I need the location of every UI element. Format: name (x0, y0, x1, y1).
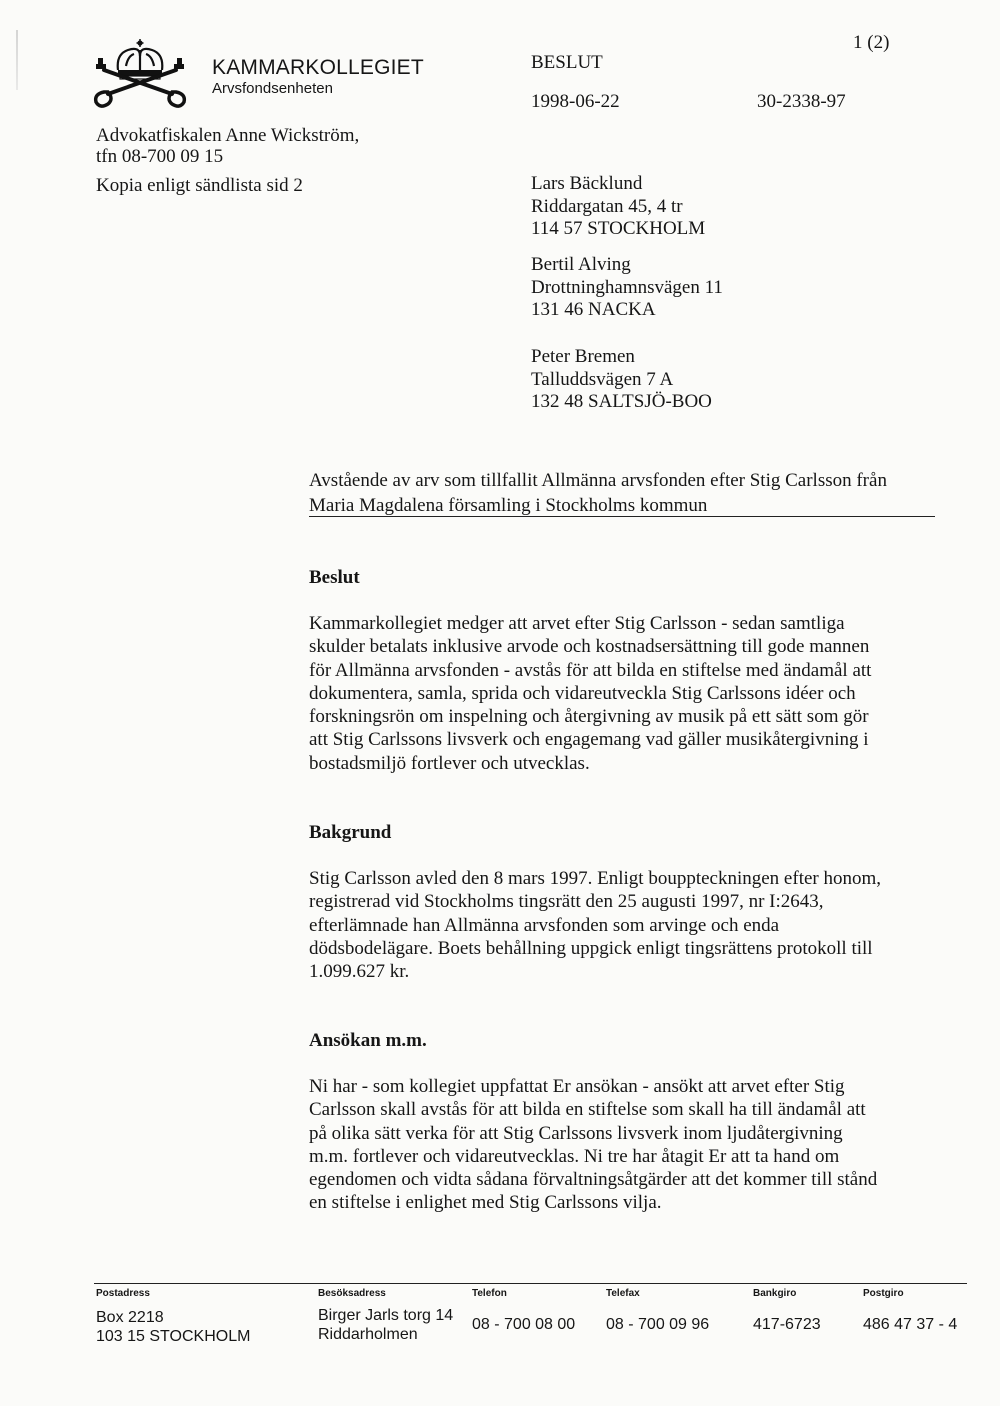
body-line: bostadsmiljö fortlever och utvecklas. (309, 752, 590, 774)
body-line: på olika sätt verka för att Stig Carlssons livsverk inom ljudåtergivning (309, 1122, 843, 1144)
addressee-name: Bertil Alving (531, 254, 631, 275)
addressee-city: 132 48 SALTSJÖ-BOO (531, 391, 712, 412)
body-line: Stig Carlsson avled den 8 mars 1997. Enligt bouppteckningen efter honom, (309, 868, 882, 889)
crown-crossed-keys-emblem (88, 36, 192, 110)
addressee-block (531, 346, 712, 414)
footer-besoksadress-line: Riddarholmen (318, 1326, 418, 1343)
body-line: skulder betalats inklusive arvode och kostnadsersättning till gode mannen (309, 636, 870, 658)
addressee-street: Talluddsvägen 7 A (531, 368, 674, 390)
body-line: en stiftelse i enlighet med Stig Carlssons vilja. (309, 1192, 662, 1214)
page-number: 1 (2) (853, 32, 890, 53)
footer-label-telefon: Telefon (472, 1288, 507, 1299)
body-line: Carlsson skall avstås för att bilda en stiftelse som skall ha till ändamål att (309, 1099, 866, 1121)
addressee-name: Peter Bremen (531, 346, 635, 367)
body-line: m.m. fortlever och vidareutvecklas. Ni tre har åtagit Er att ta hand om (309, 1145, 840, 1167)
footer-postadress (96, 1308, 250, 1346)
footer-label-postgiro: Postgiro (863, 1288, 904, 1299)
body-line: registrerad vid Stockholms tingsrätt den 25 augusti 1997, nr I:2643, (309, 891, 824, 913)
footer-label-bankgiro: Bankgiro (753, 1288, 797, 1299)
section-body-bakgrund (309, 867, 949, 983)
section-heading-ansokan: Ansökan m.m. (309, 1030, 427, 1051)
footer-postadress-line: 103 15 STOCKHOLM (96, 1328, 251, 1345)
scan-artifact (16, 30, 18, 90)
addressee-street: Riddargatan 45, 4 tr (531, 195, 683, 217)
addressee-block (531, 254, 723, 322)
body-line: dokumentera, samla, sprida och vidareutveckla Stig Carlssons idéer och (309, 682, 856, 704)
footer-besoksadress (318, 1306, 453, 1344)
addressee-name: Lars Bäcklund (531, 173, 643, 194)
addressee-block (531, 173, 705, 241)
handler-phone: tfn 08-700 09 15 (96, 146, 224, 167)
footer-bankgiro: 417-6723 (753, 1316, 821, 1333)
body-line: dödsbodelägare. Boets behållning uppgick enligt tingsrättens protokoll till (309, 937, 873, 959)
subject-line: Avstående av arv som tillfallit Allmänna arvsfonden efter Stig Carlsson från (309, 470, 887, 491)
body-line: 1.099.627 kr. (309, 961, 410, 983)
addressee-city: 114 57 STOCKHOLM (531, 218, 706, 239)
body-line: att Stig Carlssons livsverk och engagemang vad gäller musikåtergivning i (309, 729, 869, 751)
body-line: för Allmänna arvsfonden - avstås för att bilda en stiftelse med ändamål att (309, 659, 872, 681)
footer-telefax: 08 - 700 09 96 (606, 1316, 710, 1333)
footer-label-telefax: Telefax (606, 1288, 640, 1299)
footer-besoksadress-line: Birger Jarls torg 14 (318, 1307, 454, 1324)
body-line: forskningsrön om inspelning och återgivning av musik på ett sätt som gör (309, 706, 869, 728)
body-line: efterlämnade han Allmänna arvsfonden som arvinge och enda (309, 914, 780, 936)
document-reference: 30-2338-97 (757, 91, 846, 112)
body-line: Ni har - som kollegiet uppfattat Er ansökan - ansökt att arvet efter Stig (309, 1076, 845, 1097)
section-body-beslut (309, 612, 949, 775)
organization-unit: Arvsfondsenheten (212, 80, 333, 97)
section-body-ansokan (309, 1075, 949, 1215)
body-line: Kammarkollegiet medger att arvet efter Stig Carlsson - sedan samtliga (309, 613, 845, 634)
section-heading-bakgrund: Bakgrund (309, 822, 392, 843)
section-heading-beslut: Beslut (309, 567, 360, 588)
organization-name: KAMMARKOLLEGIET (212, 56, 424, 79)
copy-note: Kopia enligt sändlista sid 2 (96, 175, 303, 196)
footer-label-besoksadress: Besöksadress (318, 1288, 386, 1299)
subject-line-underlined: Maria Magdalena församling i Stockholms kommun (309, 496, 935, 517)
footer-postgiro: 486 47 37 - 4 (863, 1316, 958, 1333)
footer-divider (94, 1283, 967, 1284)
footer-telefon: 08 - 700 08 00 (472, 1316, 576, 1333)
body-line: egendomen och vidta sådana förvaltningsåtgärder att det kommer till stånd (309, 1169, 878, 1191)
addressee-street: Drottninghamnsvägen 11 (531, 276, 723, 298)
footer-postadress-line: Box 2218 (96, 1309, 164, 1326)
handler-name: Advokatfiskalen Anne Wickström, (96, 125, 360, 146)
document-type: BESLUT (531, 52, 603, 73)
addressee-city: 131 46 NACKA (531, 299, 656, 320)
footer-label-postadress: Postadress (96, 1288, 150, 1299)
document-date: 1998-06-22 (531, 91, 620, 112)
